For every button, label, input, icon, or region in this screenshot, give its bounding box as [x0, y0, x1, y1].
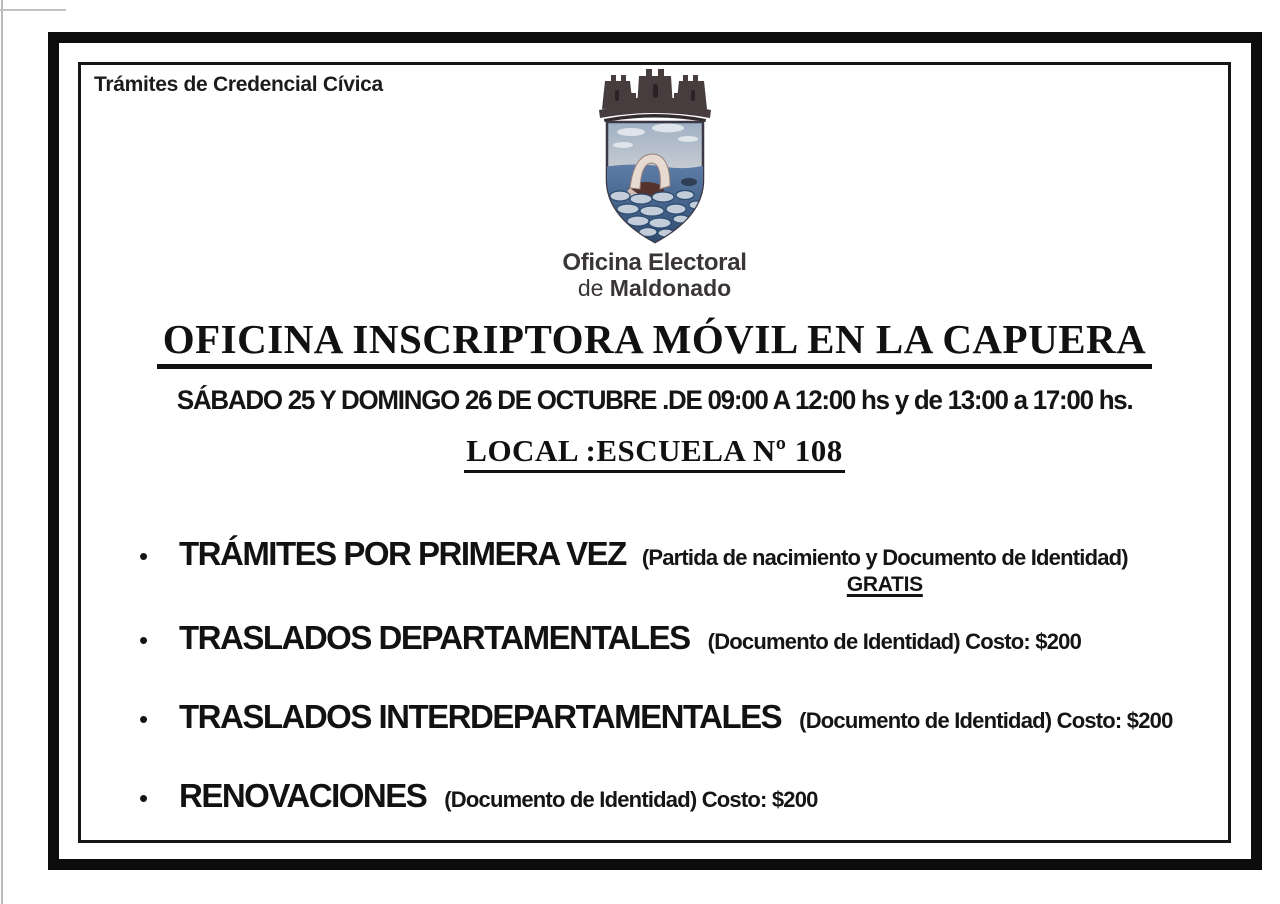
service-detail: (Documento de Identidad) Costo: $200 — [444, 786, 818, 812]
crest-caption-maldonado: Maldonado — [609, 274, 732, 301]
crest-caption-line2 — [81, 276, 1228, 301]
service-title: TRÁMITES POR PRIMERA VEZ — [179, 534, 626, 572]
page-title: OFICINA INSCRIPTORA MÓVIL EN LA CAPUERA — [157, 315, 1153, 369]
inner-border — [78, 62, 1231, 843]
maldonado-coat-of-arms-icon — [596, 68, 714, 246]
service-detail: (Documento de Identidad) Costo: $200 — [799, 707, 1173, 733]
schedule-text: SÁBADO 25 Y DOMINGO 26 DE OCTUBRE .DE 09:00 A 12:00 hs y de 13:00 a 17:00 hs. — [176, 384, 1133, 415]
service-detail-block — [642, 545, 1128, 597]
crest-caption-line1: Oficina Electoral — [562, 249, 747, 276]
crest-caption — [81, 250, 1228, 301]
bullet-icon: • — [139, 540, 149, 571]
list-item-traslados-interdepartamentales — [139, 698, 1228, 736]
schedule-line — [81, 385, 1228, 416]
service-title: RENOVACIONES — [179, 776, 427, 814]
service-title: TRASLADOS DEPARTAMENTALES — [179, 618, 690, 656]
crest-block — [81, 65, 1228, 301]
bullet-icon: • — [139, 624, 149, 655]
services-list — [139, 535, 1228, 815]
gratis-label: GRATIS — [846, 572, 923, 596]
service-title: TRASLADOS INTERDEPARTAMENTALES — [179, 697, 782, 735]
crest-caption-de: de — [577, 274, 604, 301]
service-detail: (Documento de Identidad) Costo: $200 — [707, 628, 1082, 654]
outer-border — [48, 32, 1262, 870]
list-item-tramites-primera-vez — [139, 535, 1228, 597]
bullet-icon: • — [139, 782, 149, 813]
list-item-traslados-departamentales — [139, 619, 1228, 657]
service-detail: (Partida de nacimiento y Documento de Identidad) — [641, 544, 1128, 570]
document-heading: Trámites de Credencial Cívica — [94, 73, 383, 96]
bullet-icon: • — [139, 703, 149, 734]
list-item-renovaciones — [139, 777, 1228, 815]
location-line: LOCAL :ESCUELA Nº 108 — [464, 433, 844, 473]
